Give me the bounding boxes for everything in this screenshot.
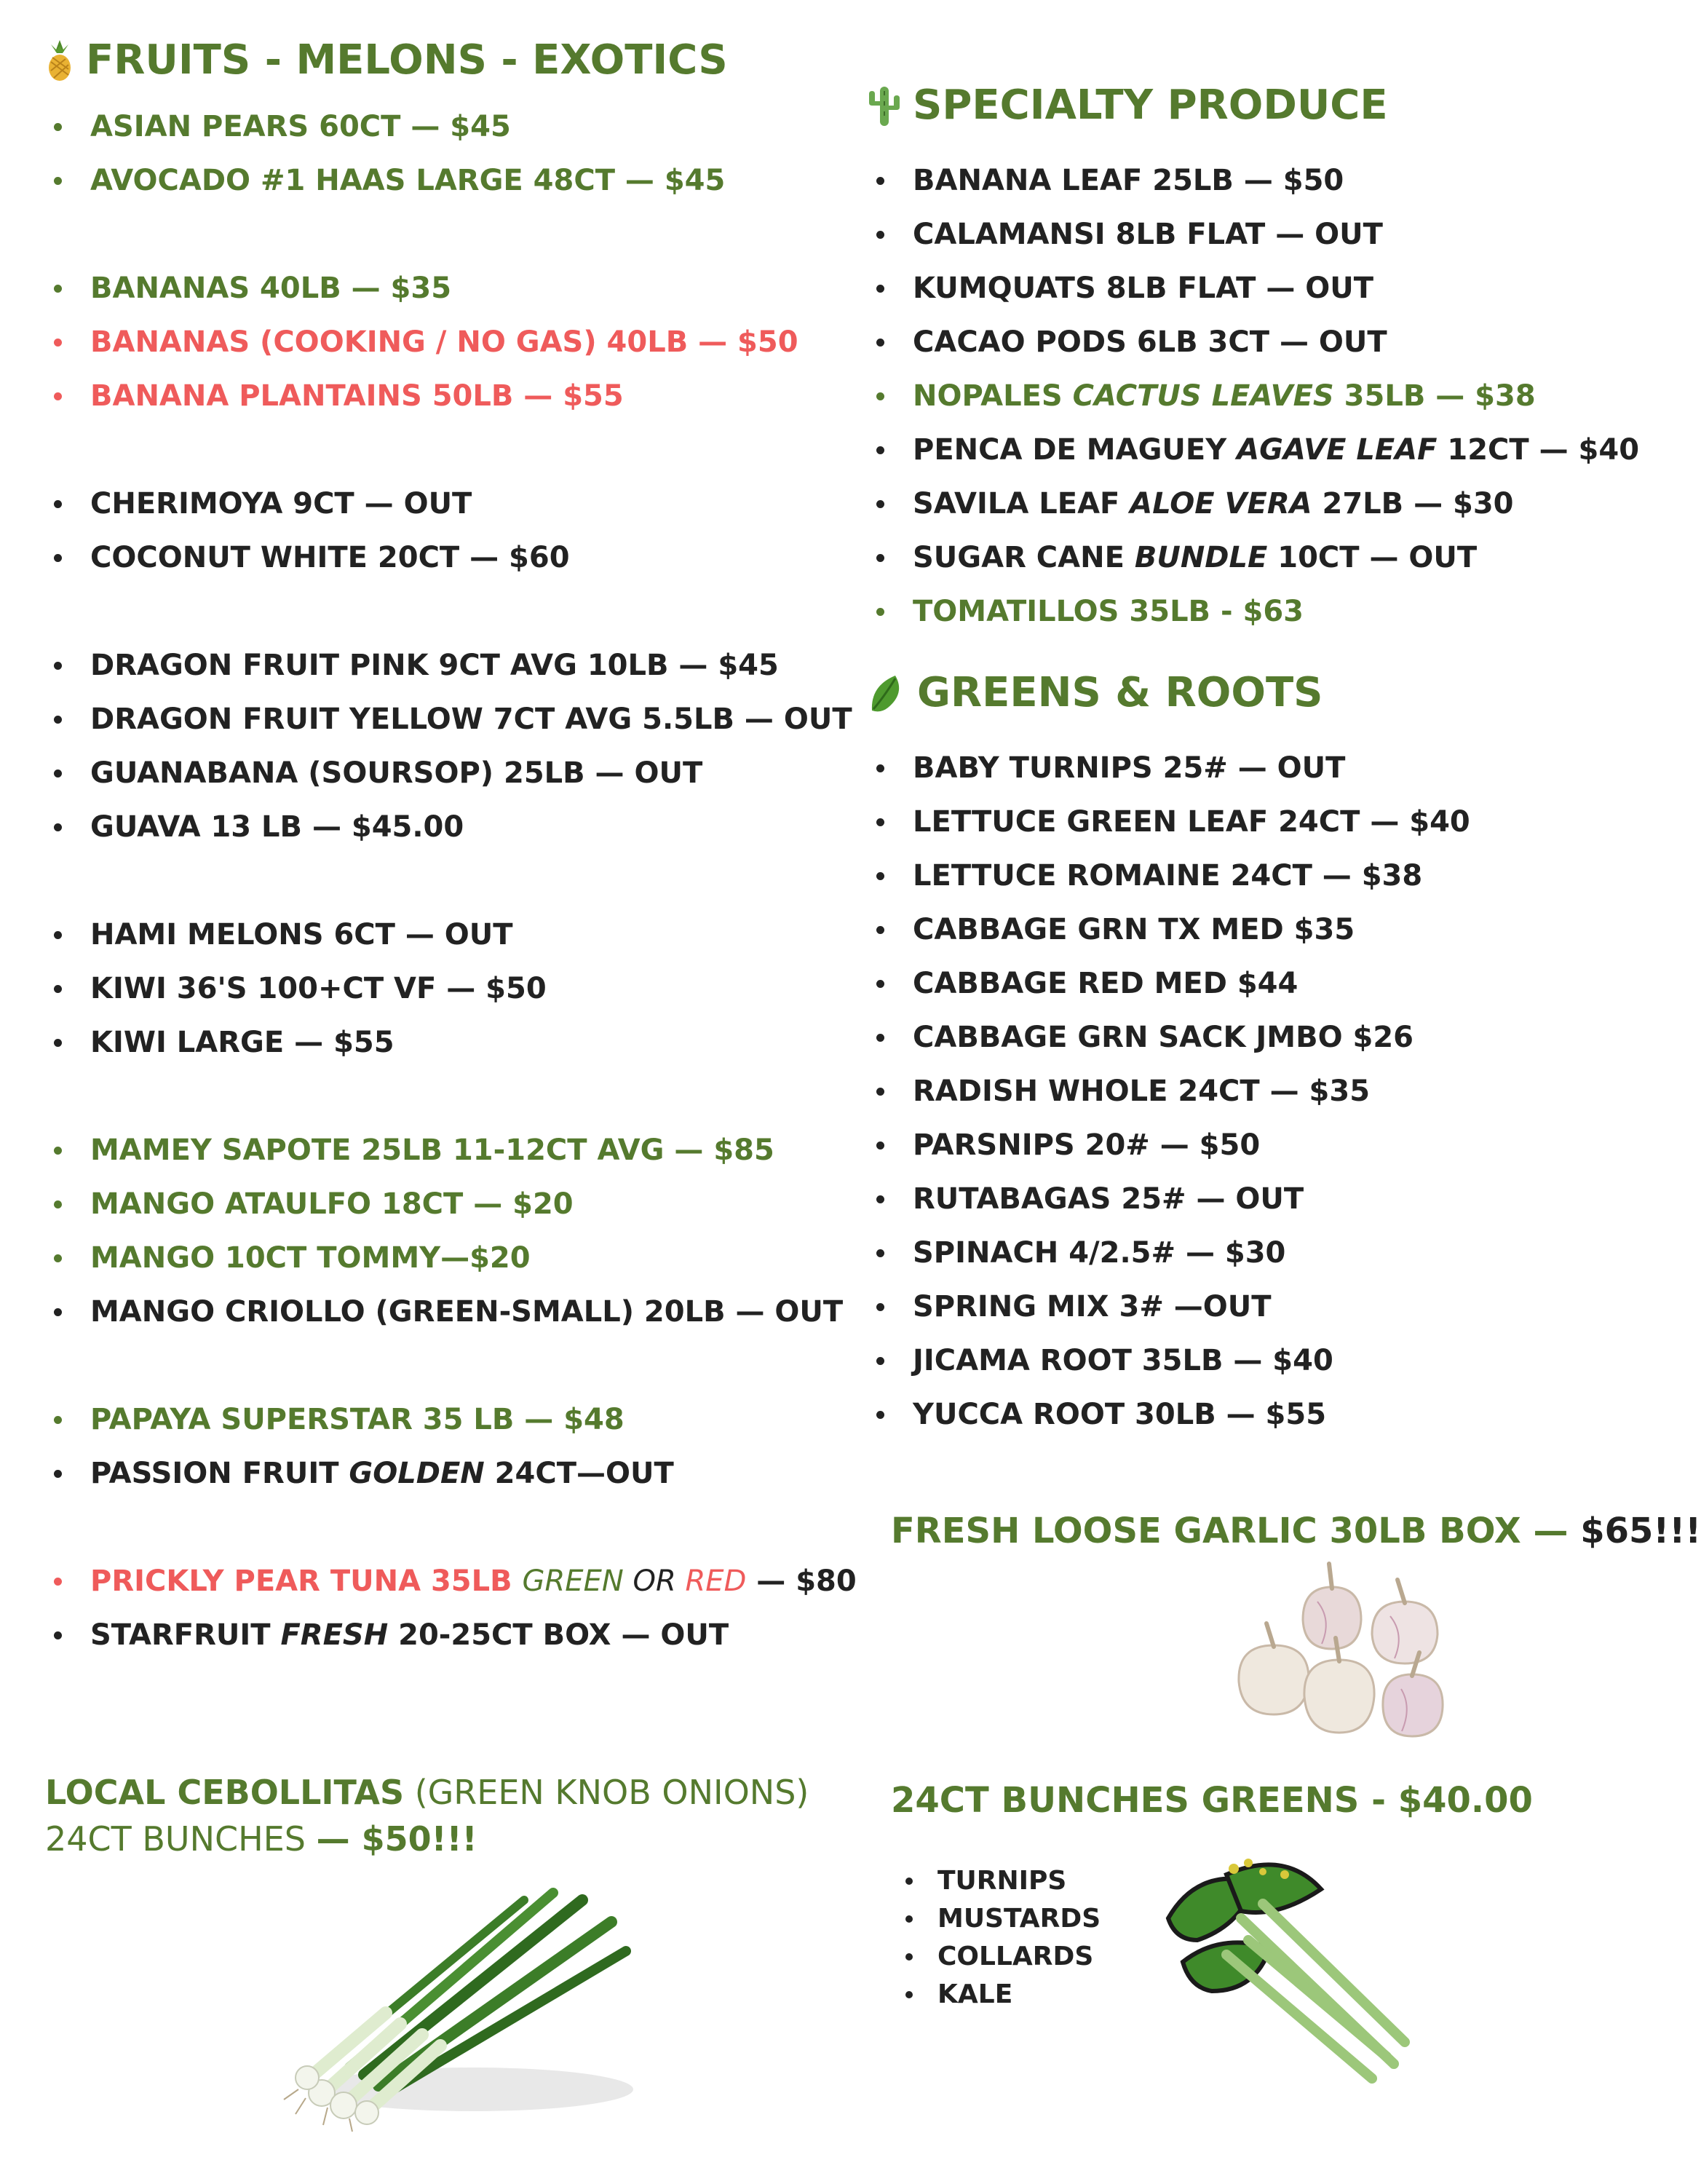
greens-item: SPRING MIX 3# —OUT bbox=[866, 1280, 1667, 1334]
greens-list bbox=[866, 741, 1667, 1441]
item-text: PENCA DE MAGUEY bbox=[913, 433, 1237, 467]
item-text: COCONUT WHITE 20CT — $60 bbox=[90, 541, 570, 574]
greens-item: CABBAGE GRN TX MED $35 bbox=[866, 903, 1667, 957]
specialty-item bbox=[866, 369, 1667, 423]
bunches-item: KALE bbox=[897, 1976, 1101, 2014]
garlic-heading bbox=[891, 1511, 1701, 1551]
specialty-item bbox=[866, 315, 1667, 369]
item-text: CACAO PODS 6LB 3CT — OUT bbox=[913, 325, 1387, 359]
item-variety: FRESH bbox=[280, 1618, 389, 1652]
collard-greens-image bbox=[1154, 1853, 1430, 2093]
fruits-item bbox=[44, 638, 830, 692]
garlic-image bbox=[1194, 1558, 1470, 1747]
cebollitas-subtitle: (GREEN KNOB ONIONS) bbox=[404, 1773, 809, 1812]
specialty-item bbox=[866, 531, 1667, 585]
fruits-section bbox=[44, 36, 857, 1662]
item-text: 24CT—OUT bbox=[484, 1457, 674, 1490]
fruits-item bbox=[44, 315, 830, 369]
item-variety: ALOE VERA bbox=[1130, 487, 1312, 521]
specialty-title: SPECIALTY PRODUCE bbox=[913, 82, 1388, 129]
fruits-title: FRUITS - MELONS - EXOTICS bbox=[86, 36, 728, 84]
bunches-item: MUSTARDS bbox=[897, 1900, 1101, 1938]
item-text: 27LB — $30 bbox=[1312, 487, 1514, 521]
item-text: AVOCADO #1 HAAS LARGE 48CT — $45 bbox=[90, 164, 726, 197]
fruits-item bbox=[44, 369, 830, 423]
item-text: MANGO ATAULFO 18CT — $20 bbox=[90, 1187, 574, 1221]
item-text: GUAVA 13 LB — $45.00 bbox=[90, 810, 464, 844]
item-text: STARFRUIT bbox=[90, 1618, 281, 1652]
greens-heading bbox=[866, 669, 1667, 716]
fruits-item bbox=[44, 1447, 830, 1500]
specialty-heading bbox=[866, 82, 1667, 129]
item-variety: AGAVE LEAF bbox=[1237, 433, 1438, 467]
item-text: ASIAN PEARS 60CT — $45 bbox=[90, 110, 511, 143]
cebollitas-heading bbox=[45, 1769, 809, 1862]
bunches-item: COLLARDS bbox=[897, 1938, 1101, 1976]
specialty-item bbox=[866, 207, 1667, 261]
bunches-item: TURNIPS bbox=[897, 1862, 1101, 1900]
item-text: CHERIMOYA 9CT — OUT bbox=[90, 487, 472, 521]
fruits-heading bbox=[44, 36, 830, 84]
fruits-item bbox=[44, 692, 852, 746]
green-onions-image bbox=[277, 1871, 655, 2133]
item-text: BANANAS (COOKING / NO GAS) 40LB — $50 bbox=[90, 325, 798, 359]
item-text: PAPAYA SUPERSTAR 35 LB — $48 bbox=[90, 1403, 625, 1436]
leafy-green-icon bbox=[866, 671, 907, 715]
fruits-item bbox=[44, 154, 830, 207]
greens-item: PARSNIPS 20# — $50 bbox=[866, 1118, 1667, 1172]
fruits-item bbox=[44, 800, 830, 854]
garlic-title: FRESH LOOSE GARLIC 30LB BOX — bbox=[891, 1511, 1581, 1551]
item-text: 20-25CT BOX — OUT bbox=[388, 1618, 729, 1652]
item-text: BANANA PLANTAINS 50LB — $55 bbox=[90, 379, 624, 413]
fruits-item bbox=[44, 531, 830, 585]
specialty-item bbox=[866, 423, 1667, 477]
specialty-item bbox=[866, 154, 1667, 207]
bunches-heading bbox=[891, 1780, 1533, 1821]
fruits-item bbox=[44, 908, 830, 962]
item-text: KUMQUATS 8LB FLAT — OUT bbox=[913, 272, 1374, 305]
garlic-price: $65!!! bbox=[1580, 1511, 1701, 1551]
item-text: PASSION FRUIT bbox=[90, 1457, 349, 1490]
fruits-item bbox=[44, 1285, 844, 1339]
fruits-item bbox=[44, 1554, 857, 1608]
cebollitas-bunches: 24CT BUNCHES bbox=[45, 1819, 317, 1859]
item-text: DRAGON FRUIT YELLOW 7CT AVG 5.5LB — OUT bbox=[90, 703, 852, 736]
greens-item: CABBAGE RED MED $44 bbox=[866, 957, 1667, 1010]
item-text: KIWI LARGE — $55 bbox=[90, 1026, 394, 1059]
item-text: MANGO 10CT TOMMY—$20 bbox=[90, 1241, 531, 1275]
item-text: NOPALES bbox=[913, 379, 1073, 413]
item-text: TOMATILLOS 35LB - $63 bbox=[913, 595, 1304, 628]
item-variety: GOLDEN bbox=[349, 1457, 485, 1490]
fruits-item bbox=[44, 100, 830, 154]
item-text: OR bbox=[623, 1564, 686, 1598]
item-variety: GREEN bbox=[522, 1564, 624, 1598]
fruits-item bbox=[44, 962, 830, 1016]
item-text: PRICKLY PEAR TUNA 35LB bbox=[90, 1564, 523, 1598]
item-text: DRAGON FRUIT PINK 9CT AVG 10LB — $45 bbox=[90, 649, 779, 682]
item-text: KIWI 36'S 100+CT VF — $50 bbox=[90, 972, 547, 1005]
greens-item: CABBAGE GRN SACK JMBO $26 bbox=[866, 1010, 1667, 1064]
specialty-item bbox=[866, 261, 1667, 315]
cactus-icon bbox=[866, 84, 903, 127]
fruits-list bbox=[44, 100, 857, 1662]
fruits-item bbox=[44, 1123, 830, 1177]
greens-item: RADISH WHOLE 24CT — $35 bbox=[866, 1064, 1667, 1118]
item-text: HAMI MELONS 6CT — OUT bbox=[90, 918, 513, 951]
item-variety: BUNDLE bbox=[1134, 541, 1268, 574]
fruits-item bbox=[44, 261, 830, 315]
item-text: GUANABANA (SOURSOP) 25LB — OUT bbox=[90, 756, 703, 790]
fruits-item bbox=[44, 477, 830, 531]
item-text: MAMEY SAPOTE 25LB 11-12CT AVG — $85 bbox=[90, 1133, 774, 1167]
fruits-item bbox=[44, 1177, 830, 1231]
fruits-item bbox=[44, 1231, 830, 1285]
item-text: CALAMANSI 8LB FLAT — OUT bbox=[913, 218, 1383, 251]
specialty-list bbox=[866, 154, 1667, 638]
item-text: BANANA LEAF 25LB — $50 bbox=[913, 164, 1344, 197]
item-text: SUGAR CANE bbox=[913, 541, 1135, 574]
fruits-item bbox=[44, 746, 830, 800]
specialty-item bbox=[866, 585, 1667, 638]
bunches-title: 24CT BUNCHES GREENS - $40.00 bbox=[891, 1780, 1533, 1821]
item-text: — $80 bbox=[746, 1564, 857, 1598]
item-text: BANANAS 40LB — $35 bbox=[90, 272, 452, 305]
item-variety: RED bbox=[685, 1564, 747, 1598]
greens-title: GREENS & ROOTS bbox=[917, 669, 1323, 716]
item-text: 12CT — $40 bbox=[1437, 433, 1640, 467]
item-variety: CACTUS LEAVES bbox=[1072, 379, 1334, 413]
pineapple-icon bbox=[44, 39, 76, 82]
fruits-item bbox=[44, 1393, 830, 1447]
fruits-item bbox=[44, 1608, 830, 1662]
greens-item: SPINACH 4/2.5# — $30 bbox=[866, 1226, 1667, 1280]
specialty-section bbox=[866, 82, 1667, 1441]
greens-item: LETTUCE GREEN LEAF 24CT — $40 bbox=[866, 795, 1667, 849]
greens-item: RUTABAGAS 25# — OUT bbox=[866, 1172, 1667, 1226]
greens-item: BABY TURNIPS 25# — OUT bbox=[866, 741, 1667, 795]
item-text: SAVILA LEAF bbox=[913, 487, 1130, 521]
cebollitas-title: LOCAL CEBOLLITAS bbox=[45, 1773, 405, 1812]
greens-item: JICAMA ROOT 35LB — $40 bbox=[866, 1334, 1667, 1388]
fruits-item bbox=[44, 1016, 830, 1069]
item-text: 10CT — OUT bbox=[1267, 541, 1478, 574]
bunches-list bbox=[897, 1862, 1101, 2014]
cebollitas-price: — $50!!! bbox=[316, 1819, 477, 1859]
item-text: 35LB — $38 bbox=[1333, 379, 1536, 413]
specialty-item bbox=[866, 477, 1667, 531]
item-text: MANGO CRIOLLO (GREEN-SMALL) 20LB — OUT bbox=[90, 1295, 844, 1329]
greens-item: YUCCA ROOT 30LB — $55 bbox=[866, 1388, 1667, 1441]
greens-item: LETTUCE ROMAINE 24CT — $38 bbox=[866, 849, 1667, 903]
